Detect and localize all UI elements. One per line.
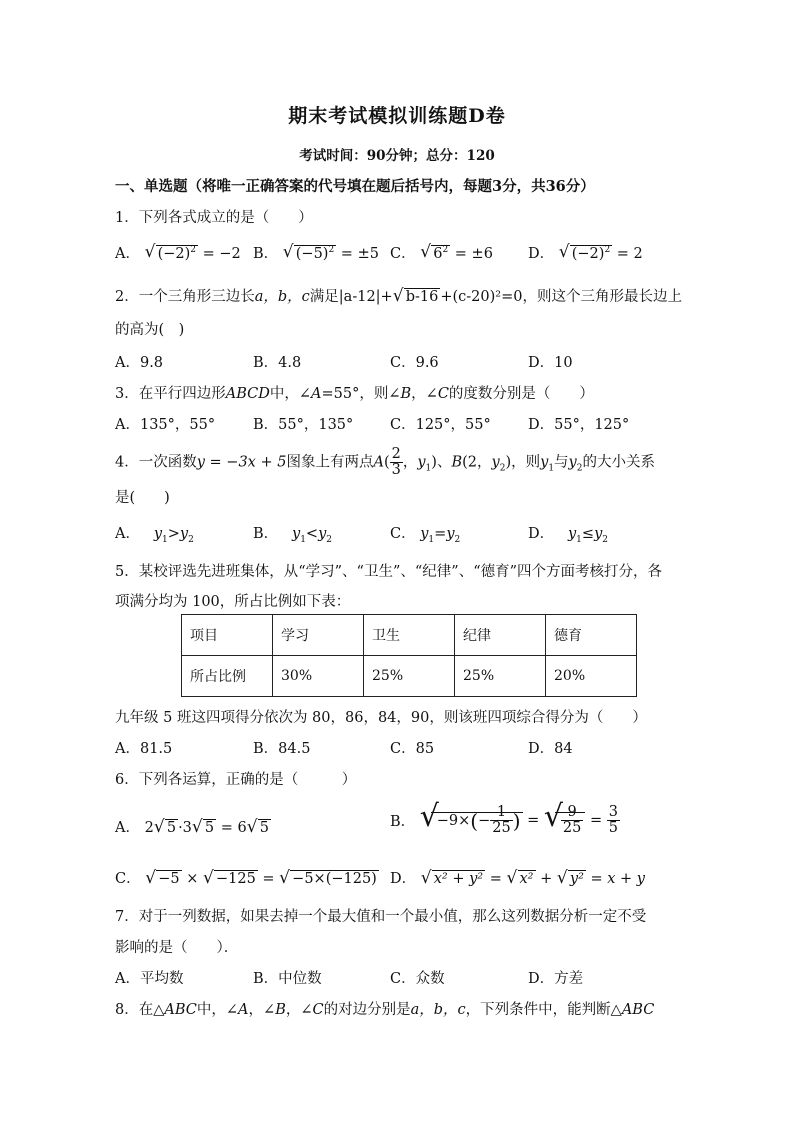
question-5-stem-line3: 九年级 5 班这四项得分依次为 80，86，84，90，则该班四项综合得分为（ ） — [115, 710, 647, 726]
question-3-option-b: B．55°，135° — [253, 417, 354, 433]
table-row — [182, 656, 637, 697]
question-4-option-c: C． $y_1=y_2$ — [390, 526, 461, 545]
radical: √ −5×(−125) — [279, 868, 377, 888]
question-8-stem: 8．在△ABC中，∠A，∠B，∠C的对边分别是a，b，c，下列条件中，能判断△ABC — [115, 1002, 655, 1018]
radical: √ 5 — [246, 817, 269, 837]
table-cell: 卫生 — [364, 615, 455, 656]
question-2-stem-line2: 的高为( ) — [115, 322, 185, 338]
radical: √ −9×(− $\frac{1}{25}$ ) — [419, 799, 521, 836]
question-5-option-d: D．84 — [528, 741, 573, 757]
question-5-option-a: A．81.5 — [115, 741, 173, 757]
question-3-option-c: C．125°，55° — [390, 417, 491, 433]
question-7-option-c: C．众数 — [390, 971, 445, 987]
question-7-stem: 7．对于一列数据，如果去掉一个最大值和一个最小值，那么这列数据分析一定不受 — [115, 909, 647, 925]
question-7-option-d: D．方差 — [528, 971, 584, 987]
fraction: $\frac{3}{5}$ — [608, 804, 618, 836]
question-6-option-b: B． √ −9×(− $\frac{1}{25}$ ) = √ $\frac{9}{25}$ = $\frac{3}{5}$ — [390, 799, 618, 836]
question-7-stem-line2: 影响的是（ ）． — [115, 940, 239, 956]
exam-info: 考试时间：90分钟；总分：120 — [299, 148, 495, 164]
radical: √ $\frac{9}{25}$ — [544, 805, 585, 836]
table-cell: 所占比例 — [182, 656, 273, 697]
fraction: $\frac{1}{25}$ — [492, 804, 511, 836]
question-4-option-a: A． $y_1>y_2$ — [115, 526, 194, 545]
question-2-option-d: D．10 — [528, 355, 573, 371]
radical: √ −5 — [145, 868, 180, 888]
question-3-option-d: D．55°，125° — [528, 417, 630, 433]
radical: √ $(-2)^2$ — [144, 242, 197, 263]
fraction: $\frac{2}{3}$ — [391, 446, 401, 478]
question-3-stem: 3．在平行四边形ABCD中，∠A=55°，则∠B，∠C的度数分别是（ ） — [115, 386, 594, 402]
question-4-stem-line2: 是( ) — [115, 490, 170, 506]
weight-table — [181, 614, 637, 697]
question-2-option-b: B．4.8 — [253, 355, 302, 371]
question-4-option-b: B． $y_1<y_2$ — [253, 526, 333, 545]
radical: √ 5 — [191, 817, 215, 837]
radical: √ 5 — [153, 817, 177, 837]
radical: √ −125 — [202, 868, 256, 888]
question-5-option-c: C．85 — [390, 741, 435, 757]
question-3-option-a: A．135°，55° — [115, 417, 216, 433]
question-2-stem: 2．一个三角形三边长a，b，c满足|a-12|+ √ b-16 +(c-20)²=0，则这个三角形最长边上 — [115, 286, 682, 306]
radical: √ $(-5)^2$ — [282, 242, 335, 263]
radical: √ $(-2)^2$ — [558, 242, 611, 263]
question-6-option-d: D． √ x² + y² = √ x² + √ y² = x + y — [390, 868, 645, 888]
question-5-option-b: B．84.5 — [253, 741, 311, 757]
table-cell: 纪律 — [455, 615, 546, 656]
radical: √ b-16 — [392, 286, 439, 306]
question-5-stem-line2: 项满分均为 100，所占比例如下表： — [115, 594, 351, 610]
section-heading: 一、单选题（将唯一正确答案的代号填在题后括号内，每题3分，共36分） — [115, 178, 595, 195]
table-header-row — [182, 615, 637, 656]
question-5-stem: 5．某校评选先进班集体，从“学习”、“卫生”、“纪律”、“德育”四个方面考核打分，各 — [115, 564, 663, 580]
question-1-option-b: B． √ $(-5)^2 = \pm 5$ — [253, 242, 379, 263]
question-7-option-a: A．平均数 — [115, 971, 184, 987]
question-1-stem: 1．下列各式成立的是（ ） — [115, 210, 313, 226]
radical: √ y² — [556, 868, 584, 888]
fraction: $\frac{9}{25}$ — [562, 804, 582, 836]
table-cell: 30% — [273, 656, 364, 697]
question-2-option-a: A．9.8 — [115, 355, 164, 371]
question-1-option-d: D． √ $(-2)^2 = 2$ — [528, 242, 643, 263]
table-cell: 25% — [455, 656, 546, 697]
question-1-option-a: A． √ $(-2)^2 = -2$ — [115, 242, 241, 263]
question-4-stem: 4．一次函数y = −3x + 5图象上有两点A( $\frac{2}{3}$ ，$y_1$)、B(2，$y_2$)，则$y_1$与$y_2$的大小关系 — [115, 446, 655, 478]
question-1-option-c: C． √ $6^2 = \pm 6$ — [390, 242, 493, 263]
table-cell: 学习 — [273, 615, 364, 656]
question-2-option-c: C．9.6 — [390, 355, 439, 371]
question-6-stem: 6．下列各运算，正确的是（ ） — [115, 772, 357, 788]
table-cell: 项目 — [182, 615, 273, 656]
table-cell: 20% — [546, 656, 637, 697]
question-6-option-c: C． √ −5 × √ −125 = √ −5×(−125) — [115, 868, 377, 888]
question-4-option-d: D． $y_1\le y_2$ — [528, 526, 608, 545]
question-7-option-b: B．中位数 — [253, 971, 322, 987]
radical: √ $6^2$ — [420, 242, 449, 263]
table-cell: 德育 — [546, 615, 637, 656]
radical: √ x² + y² — [420, 868, 484, 888]
table-cell: 25% — [364, 656, 455, 697]
page-title: 期末考试模拟训练题D卷 — [288, 105, 506, 127]
question-6-option-a: A． 2 √ 5 ·3 √ 5 = 6 √ 5 — [115, 817, 269, 837]
radical: √ x² — [506, 868, 534, 888]
